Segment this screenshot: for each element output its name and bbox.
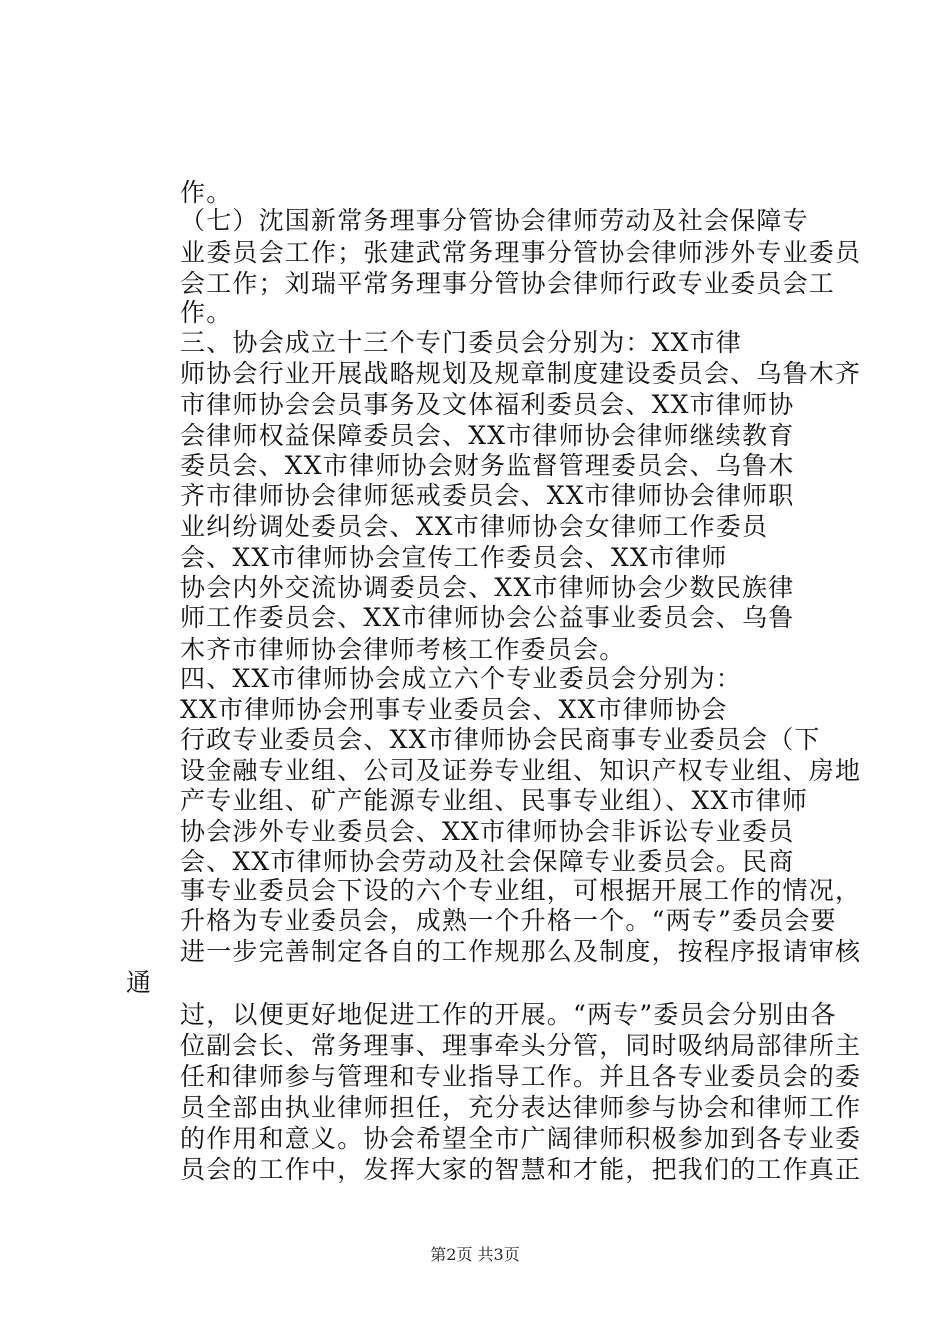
text-line: 设金融专业组、公司及证券专业组、知识产权专业组、房地 — [180, 756, 862, 785]
text-line: 师协会行业开展战略规划及规章制度建设委员会、乌鲁木齐 — [180, 359, 862, 388]
page-number-footer: 第2页 共3页 — [430, 1245, 520, 1264]
text-line: 协会内外交流协调委员会、XX市律师协会少数民族律 — [180, 573, 795, 602]
text-line: 木齐市律师协会律师考核工作委员会。 — [180, 635, 626, 664]
text-line: 协会涉外专业委员会、XX市律师协会非诉讼专业委员 — [180, 817, 795, 846]
text-line: 会、XX市律师协会劳动及社会保障专业委员会。民商 — [180, 847, 795, 876]
text-line: 会、XX市律师协会宣传工作委员会、XX市律师 — [180, 543, 728, 572]
text-line: 会律师权益保障委员会、XX市律师协会律师继续教育 — [180, 421, 795, 450]
text-line: 会工作；刘瑞平常务理事分管协会律师行政专业委员会工 — [180, 269, 836, 298]
text-line: 任和律师参与管理和专业指导工作。并且各专业委员会的委 — [180, 1062, 862, 1091]
text-line: （七）沈国新常务理事分管协会律师劳动及社会保障专 — [180, 206, 809, 235]
text-line: 委员会、XX市律师协会财务监督管理委员会、乌鲁木 — [180, 451, 795, 480]
text-line: 的作用和意义。协会希望全市广阔律师积极参加到各专业委 — [180, 1124, 862, 1153]
text-line: 齐市律师协会律师惩戒委员会、XX市律师协会律师职 — [180, 481, 795, 510]
text-line: 业纠纷调处委员会、XX市律师协会女律师工作委员 — [180, 512, 769, 541]
text-line: 四、XX市律师协会成立六个专业委员会分别为： — [180, 664, 742, 693]
text-line: 员全部由执业律师担任，充分表达律师参与协会和律师工作 — [180, 1093, 862, 1122]
text-line: 市律师协会会员事务及文体福利委员会、XX市律师协 — [180, 390, 795, 419]
text-line: 进一步完善制定各自的工作规那么及制度，按程序报请审核 — [180, 937, 862, 966]
text-line: 升格为专业委员会，成熟一个升格一个。“两专”委员会要 — [180, 906, 837, 935]
text-line: 三、协会成立十三个专门委员会分别为：XX市律 — [180, 328, 742, 357]
text-line: 作。 — [180, 298, 233, 327]
text-line: 位副会长、常务理事、理事牵头分管，同时吸纳局部律所主 — [180, 1031, 862, 1060]
text-line: 行政专业委员会、XX市律师协会民商事专业委员会（下 — [180, 725, 821, 754]
text-line: 师工作委员会、XX市律师协会公益事业委员会、乌鲁 — [180, 603, 795, 632]
text-line: XX市律师协会刑事专业委员会、XX市律师协会 — [180, 695, 728, 724]
text-line: 通 — [126, 968, 153, 997]
text-line: 过，以便更好地促进工作的开展。“两专”委员会分别由各 — [180, 1000, 837, 1029]
text-line: 事专业委员会下设的六个专业组，可根据开展工作的情况， — [180, 876, 862, 905]
text-line: 作。 — [180, 178, 233, 207]
text-line: 产专业组、矿产能源专业组、民事专业组）、XX市律师 — [180, 786, 809, 815]
text-line: 员会的工作中，发挥大家的智慧和才能，把我们的工作真正 — [180, 1155, 862, 1184]
text-line: 业委员会工作；张建武常务理事分管协会律师涉外专业委员 — [180, 238, 862, 267]
